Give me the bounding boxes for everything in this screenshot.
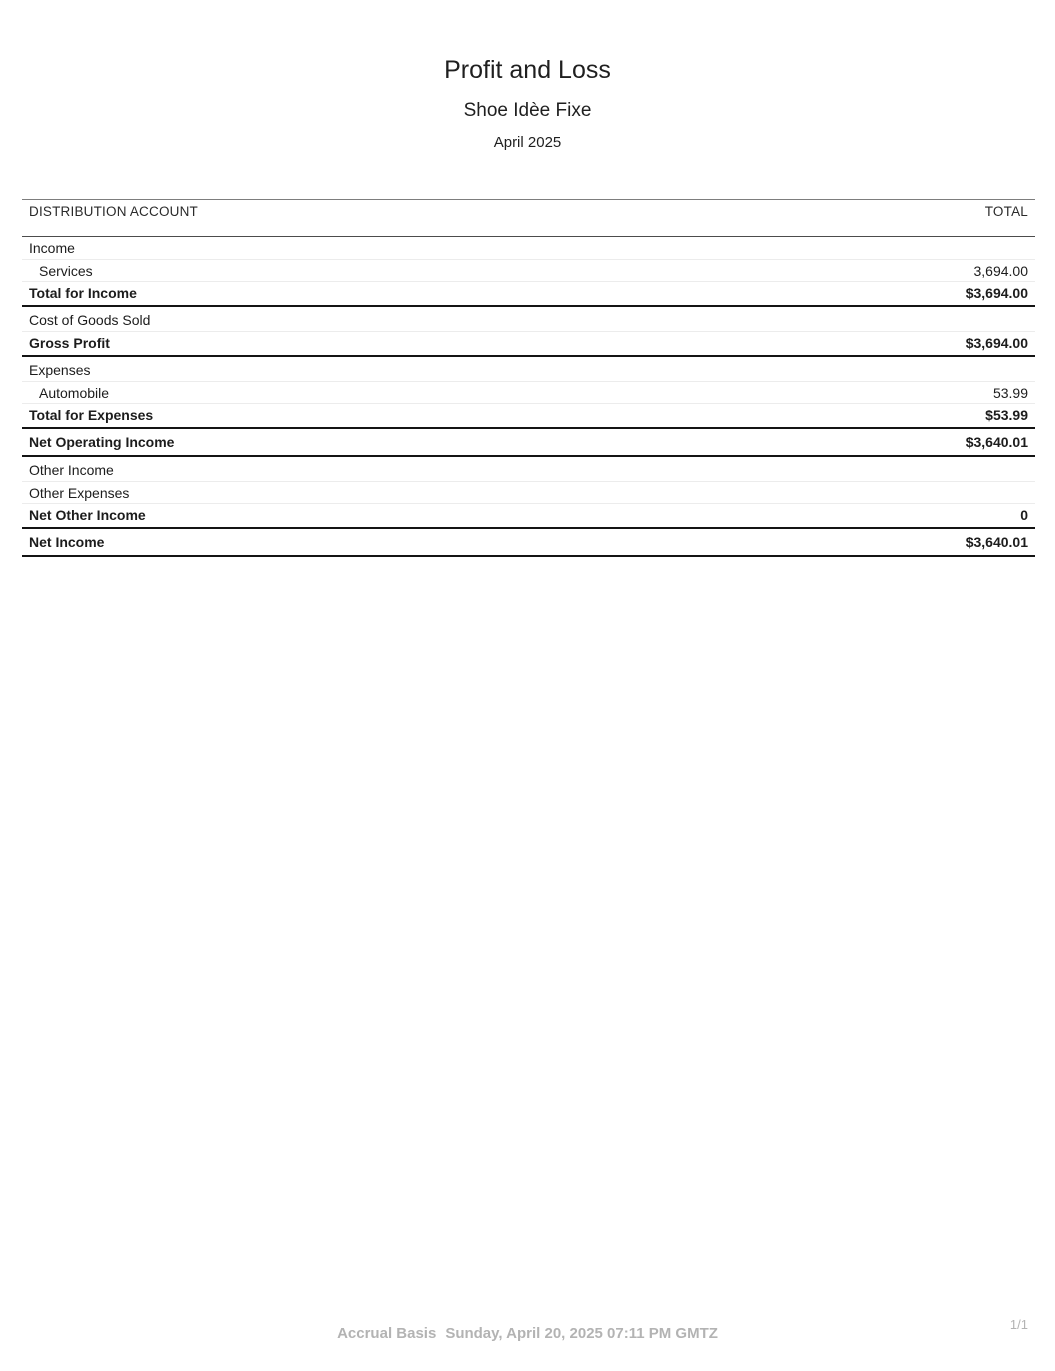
row-label: Net Other Income bbox=[29, 506, 146, 523]
row-label: Cost of Goods Sold bbox=[29, 312, 151, 328]
report-footer bbox=[0, 1325, 1055, 1342]
row-label: Net Operating Income bbox=[29, 434, 175, 450]
row-total-for-income bbox=[22, 281, 1035, 303]
profit-and-loss-table bbox=[22, 199, 1035, 559]
section-divider bbox=[22, 527, 1035, 529]
row-net-other-income bbox=[22, 503, 1035, 525]
section-divider bbox=[22, 427, 1035, 429]
row-expenses bbox=[22, 359, 1035, 381]
accounting-basis-label: Accrual Basis bbox=[337, 1325, 437, 1342]
row-label: Total for Income bbox=[29, 284, 137, 301]
row-label: Expenses bbox=[29, 362, 91, 378]
row-value: $3,640.01 bbox=[965, 534, 1028, 550]
row-value: 53.99 bbox=[992, 384, 1028, 401]
row-services bbox=[22, 259, 1035, 281]
row-label: Other Income bbox=[29, 462, 114, 478]
row-cost-of-goods-sold bbox=[22, 309, 1035, 331]
row-value: $3,694.00 bbox=[965, 334, 1028, 351]
row-other-expenses bbox=[22, 481, 1035, 503]
row-total-for-expenses bbox=[22, 403, 1035, 425]
section-divider bbox=[22, 305, 1035, 307]
row-label: Other Expenses bbox=[29, 484, 130, 501]
row-net-income bbox=[22, 531, 1035, 553]
report-title: Profit and Loss bbox=[444, 56, 611, 84]
row-income bbox=[22, 237, 1035, 259]
row-value: 3,694.00 bbox=[973, 262, 1028, 279]
column-header-distribution-account: DISTRIBUTION ACCOUNT bbox=[29, 204, 199, 219]
row-label: Income bbox=[29, 240, 75, 256]
row-label: Services bbox=[39, 262, 93, 279]
row-label: Total for Expenses bbox=[29, 406, 154, 423]
row-gross-profit bbox=[22, 331, 1035, 353]
row-net-operating-income bbox=[22, 431, 1035, 453]
row-value: $3,694.00 bbox=[965, 284, 1028, 301]
row-value: 0 bbox=[1020, 506, 1028, 523]
column-header-total: TOTAL bbox=[984, 204, 1028, 219]
row-label: Net Income bbox=[29, 534, 105, 550]
section-divider bbox=[22, 455, 1035, 457]
generated-timestamp: Sunday, April 20, 2025 07:11 PM GMTZ bbox=[445, 1325, 718, 1342]
company-name: Shoe Idèe Fixe bbox=[463, 100, 592, 121]
table-bottom-divider bbox=[22, 555, 1035, 557]
row-value: $53.99 bbox=[985, 406, 1028, 423]
row-other-income bbox=[22, 459, 1035, 481]
page-number: 1/1 bbox=[1009, 1317, 1028, 1332]
row-automobile bbox=[22, 381, 1035, 403]
section-divider bbox=[22, 355, 1035, 357]
row-label: Gross Profit bbox=[29, 334, 110, 351]
row-value: $3,640.01 bbox=[965, 434, 1028, 450]
row-label: Automobile bbox=[39, 384, 110, 401]
table-header-row bbox=[22, 199, 1035, 237]
report-period: April 2025 bbox=[493, 134, 562, 151]
